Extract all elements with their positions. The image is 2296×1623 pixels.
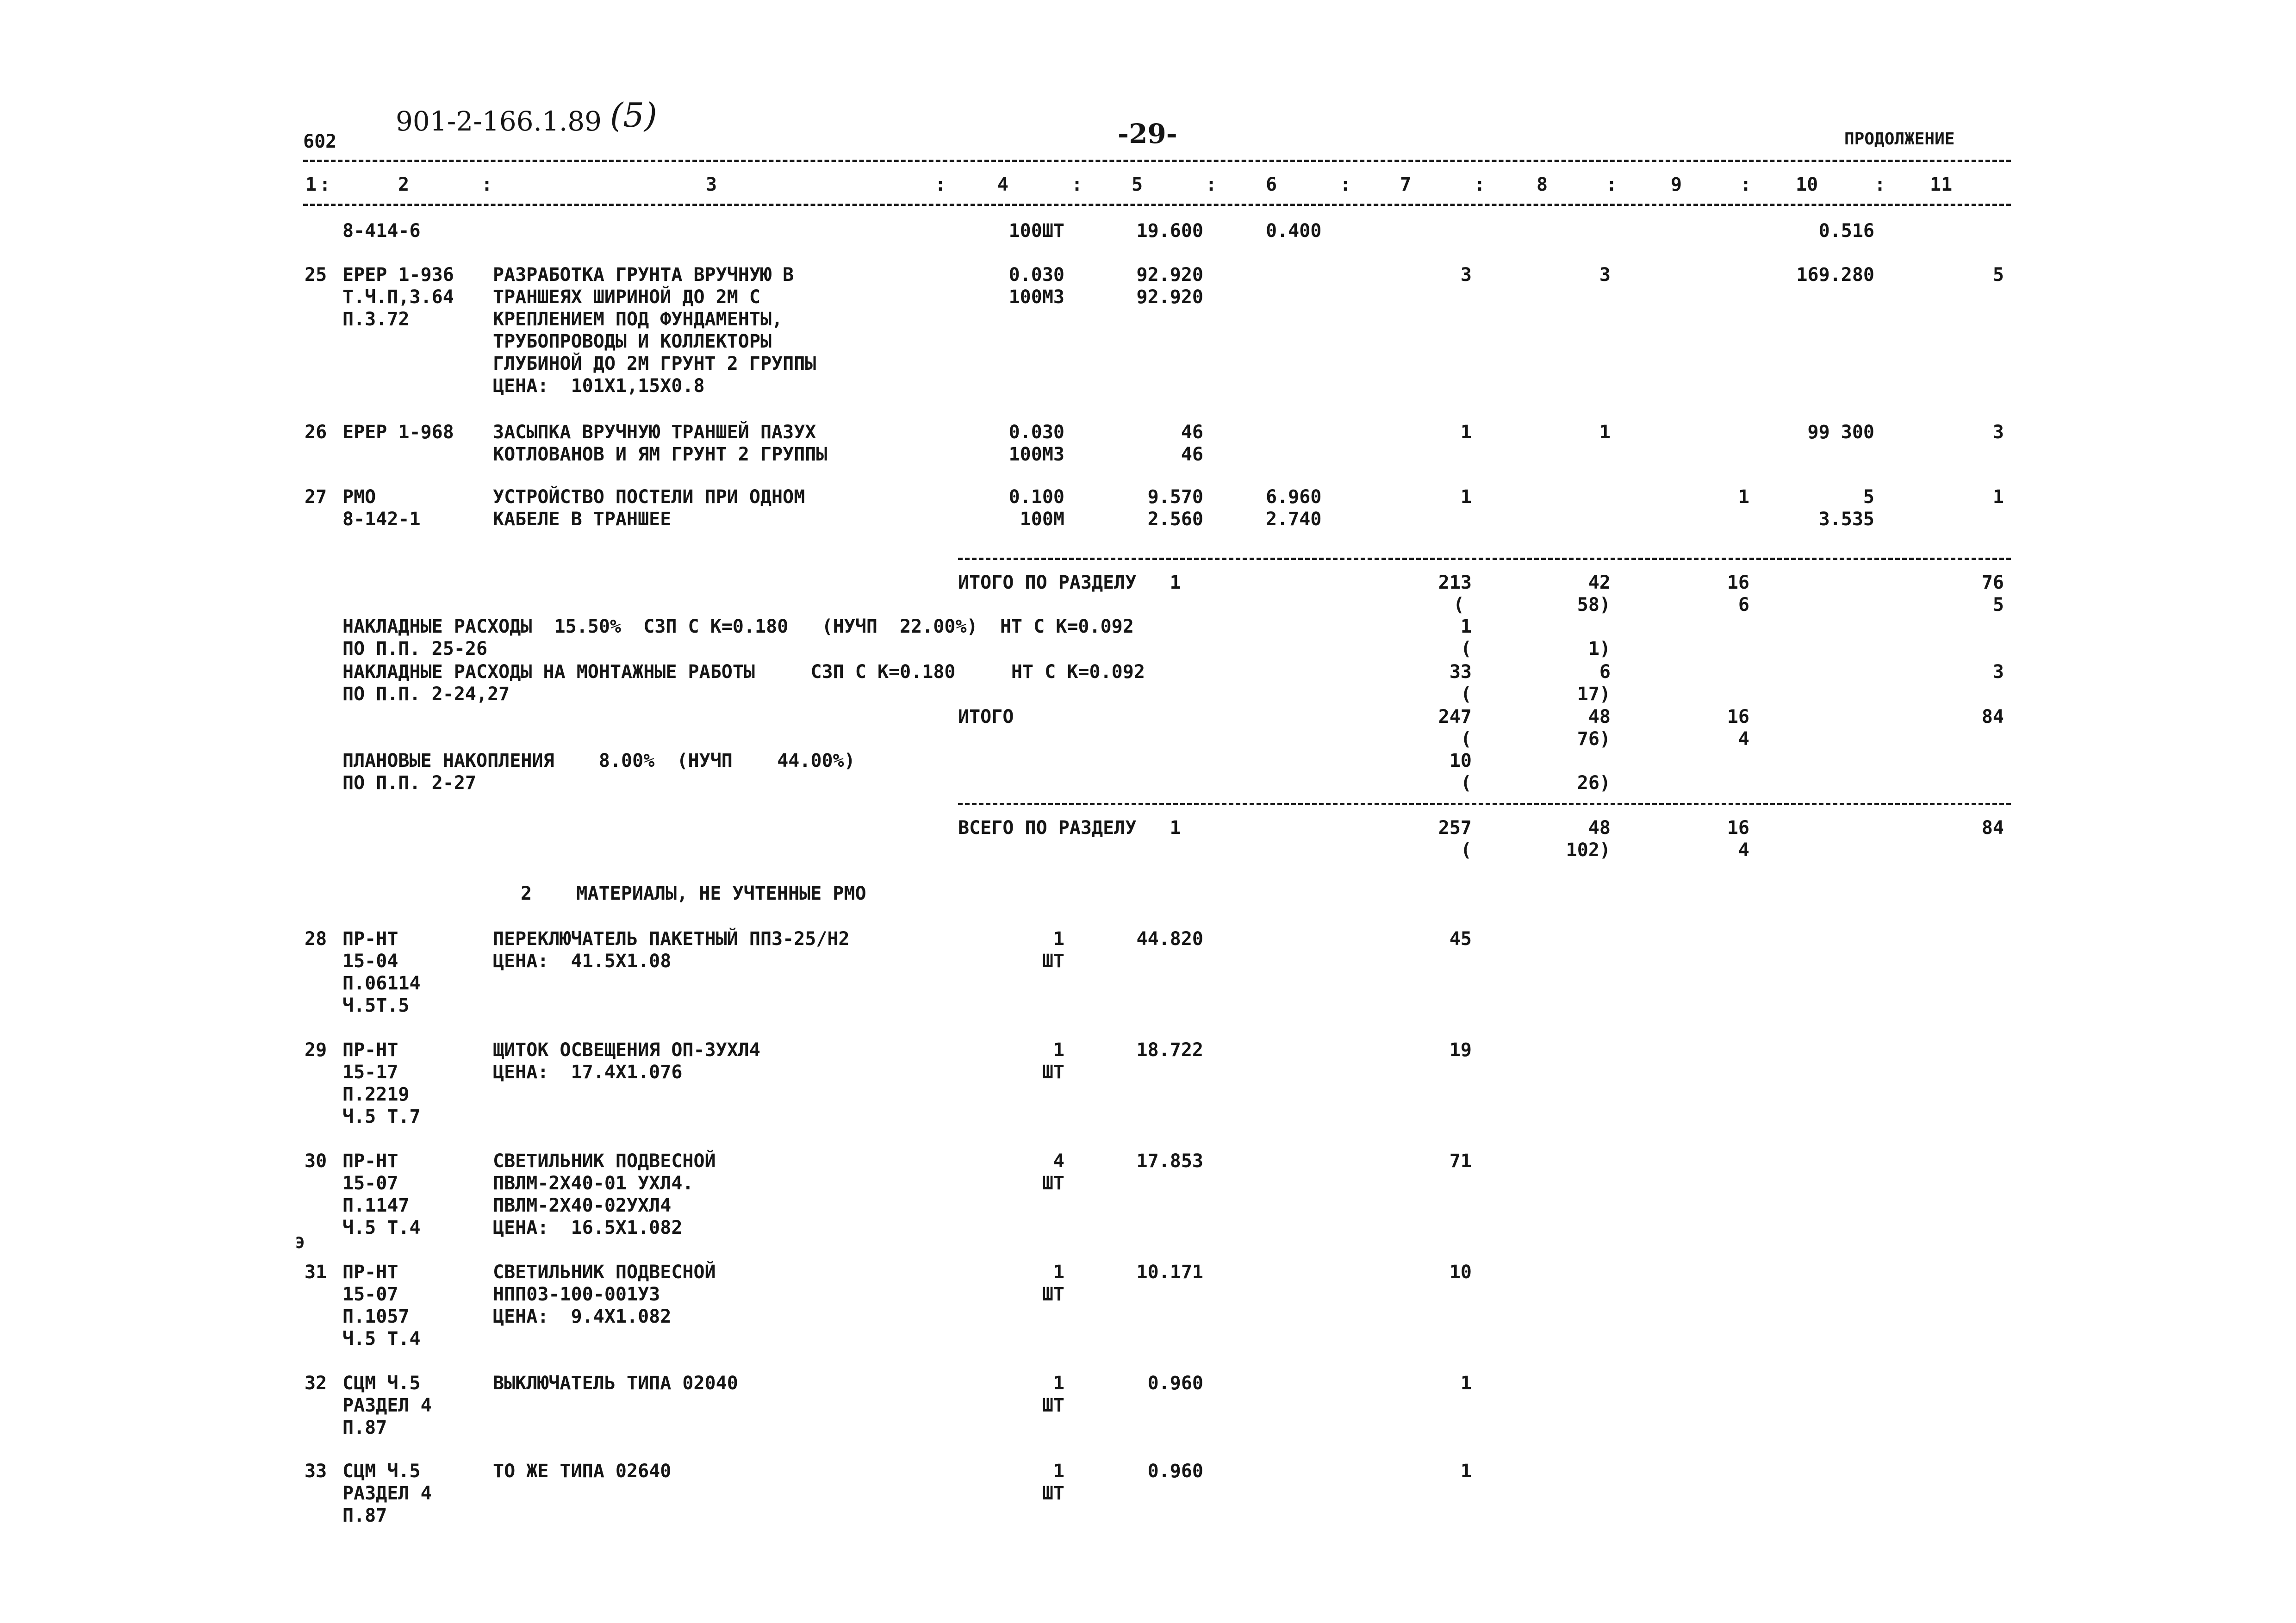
cell-quantity-unit: 1 ШТ: [1042, 928, 1064, 972]
header-rule-bottom: [303, 204, 2011, 206]
cell-description: ЗАСЫПКА ВРУЧНУЮ ТРАНШЕЙ ПАЗУХ КОТЛОВАНОВ И ЯМ ГРУНТ 2 ГРУППЫ: [493, 422, 828, 465]
margin-mark: Э: [295, 1234, 305, 1252]
subtotal-label: ИТОГО: [958, 706, 1014, 728]
column-separator: :: [1206, 174, 1217, 195]
continuation-label: ПРОДОЛЖЕНИЕ: [1844, 130, 1955, 149]
cell-col8: 42 58): [1577, 572, 1611, 616]
cell-col7: 247 (: [1438, 706, 1472, 750]
row-number: 26: [305, 422, 327, 443]
cell-col8: 48 102): [1566, 817, 1611, 861]
cell-code: СЦМ Ч.5 РАЗДЕЛ 4 П.87: [342, 1373, 432, 1438]
cell-col10: 169.280: [1796, 264, 1874, 286]
column-header: 5: [1132, 174, 1143, 195]
cell-col7: 33 (: [1449, 661, 1472, 705]
cell-price: 44.820: [1136, 928, 1203, 950]
cell-description: СВЕТИЛЬНИК ПОДВЕСНОЙ ПВЛМ-2Х40-01 УХЛ4. ПВЛМ-2Х40-02УХЛ4 ЦЕНА: 16.5Х1.082: [493, 1150, 716, 1238]
cell-quantity-unit: 0.100 100М: [1008, 486, 1064, 530]
grand-total-label: ВСЕГО ПО РАЗДЕЛУ 1: [958, 817, 1181, 839]
cell-quantity-unit: 0.030 100М3: [1008, 422, 1064, 465]
cell-quantity-unit: 4 ШТ: [1042, 1150, 1064, 1194]
cell-col11: 5: [1992, 264, 2004, 286]
cell-col11: 84: [1981, 706, 2004, 728]
row-number: 27: [305, 486, 327, 508]
cell-col7: 71: [1449, 1150, 1472, 1172]
cell-col7: 19: [1449, 1039, 1472, 1061]
column-header: 8: [1537, 174, 1548, 195]
row-number: 33: [305, 1461, 327, 1482]
cell-col7: 10 (: [1449, 750, 1472, 794]
cell-col9: 1: [1738, 486, 1749, 508]
cell-col7: 1: [1460, 486, 1472, 508]
cell-code: ПР-НТ 15-07 П.1147 Ч.5 Т.4: [342, 1150, 421, 1238]
cell-description: ПЕРЕКЛЮЧАТЕЛЬ ПАКЕТНЫЙ ПП3-25/Н2 ЦЕНА: 41.5Х1.08: [493, 928, 850, 972]
cell-quantity-unit: 1 ШТ: [1042, 1461, 1064, 1504]
total-label: ИТОГО ПО РАЗДЕЛУ 1: [958, 572, 1181, 593]
column-separator: :: [1340, 174, 1351, 195]
column-separator: :: [935, 174, 946, 195]
cell-code: ЕРЕР 1-968: [342, 422, 454, 443]
cell-col10: 99 300: [1807, 422, 1874, 443]
cell-code: 8-414-6: [342, 220, 421, 242]
cell-col6: 0.400: [1266, 220, 1322, 242]
cell-col7: 257 (: [1438, 817, 1472, 861]
cell-col8: 3: [1599, 264, 1611, 286]
cell-col8: 6 17): [1577, 661, 1611, 705]
cell-col10: 0.516: [1818, 220, 1874, 242]
cell-col7: 1: [1460, 422, 1472, 443]
cell-col10: 5 3.535: [1818, 486, 1874, 530]
header-rule-top: [303, 160, 2011, 162]
column-header: 7: [1400, 174, 1412, 195]
cell-col11: 1: [1992, 486, 2004, 508]
cell-description: РАЗРАБОТКА ГРУНТА ВРУЧНУЮ В ТРАНШЕЯХ ШИРИНОЙ ДО 2М С КРЕПЛЕНИЕМ ПОД ФУНДАМЕНТЫ, ТРУБОПРОВОДЫ И КОЛЛЕКТОРЫ ГЛУБИНОЙ ДО 2М ГРУНТ 2 ГРУППЫ ЦЕНА: 101Х1,15Х0.8: [493, 264, 816, 397]
cell-col7: 3: [1460, 264, 1472, 286]
section-title: 2 МАТЕРИАЛЫ, НЕ УЧТЕННЫЕ РМО: [521, 883, 866, 904]
row-number: 28: [305, 928, 327, 950]
cell-price: 0.960: [1147, 1373, 1203, 1394]
cell-col11: 3: [1992, 422, 2004, 443]
cell-price: 92.920 92.920: [1136, 264, 1203, 308]
column-separator: :: [1740, 174, 1752, 195]
row-number: 29: [305, 1039, 327, 1061]
cell-col7: 213: [1438, 572, 1472, 593]
cell-description: СВЕТИЛЬНИК ПОДВЕСНОЙ НПП03-100-001У3 ЦЕНА: 9.4Х1.082: [493, 1262, 716, 1327]
column-header: 2: [398, 174, 410, 195]
cell-col7: 10: [1449, 1262, 1472, 1283]
cell-code: ПР-НТ 15-07 П.1057 Ч.5 Т.4: [342, 1262, 421, 1349]
cell-col7-bracket: (: [1453, 594, 1465, 616]
cell-col11: 76 5: [1981, 572, 2004, 616]
cell-col6: 6.960 2.740: [1266, 486, 1322, 530]
cell-col7: 1: [1460, 1373, 1472, 1394]
column-separator: :: [1474, 174, 1486, 195]
cell-description: ТО ЖЕ ТИПА 02640: [493, 1461, 672, 1482]
cell-col8: 48 76): [1577, 706, 1611, 750]
cell-quantity-unit: 1 ШТ: [1042, 1262, 1064, 1305]
cell-price: 18.722: [1136, 1039, 1203, 1061]
cell-col8: 1: [1599, 422, 1611, 443]
row-number: 30: [305, 1150, 327, 1172]
cell-col11: 3: [1992, 661, 2004, 683]
cell-description: ЩИТОК ОСВЕЩЕНИЯ ОП-3УХЛ4 ЦЕНА: 17.4Х1.076: [493, 1039, 760, 1083]
column-separator: :: [1071, 174, 1083, 195]
cell-col7: 1 (: [1460, 616, 1472, 659]
cell-quantity-unit: 1 ШТ: [1042, 1373, 1064, 1416]
planned-text: ПЛАНОВЫЕ НАКОПЛЕНИЯ 8.00% (НУЧП 44.00%) ПО П.П. 2-27: [342, 750, 855, 794]
column-header: 10: [1796, 174, 1818, 195]
grand-total-rule: [958, 803, 2011, 805]
cell-price: 19.600: [1136, 220, 1203, 242]
row-number: 25: [305, 264, 327, 286]
cell-price: 46 46: [1181, 422, 1203, 465]
cell-col9: 16 4: [1727, 817, 1749, 861]
column-header: 6: [1266, 174, 1277, 195]
row-number: 31: [305, 1262, 327, 1283]
cell-col9: 16 4: [1727, 706, 1749, 750]
cell-code: ПР-НТ 15-04 П.06114 Ч.5Т.5: [342, 928, 421, 1016]
cell-price: 9.570 2.560: [1147, 486, 1203, 530]
cell-price: 17.853: [1136, 1150, 1203, 1172]
cell-description: УСТРОЙСТВО ПОСТЕЛИ ПРИ ОДНОМ КАБЕЛЕ В ТРАНШЕЕ: [493, 486, 805, 530]
cell-col7: 1: [1460, 1461, 1472, 1482]
column-header: 11: [1930, 174, 1953, 195]
sheet-number: 602: [303, 131, 337, 152]
column-header: 9: [1671, 174, 1682, 195]
cell-unit: 100ШТ: [1008, 220, 1064, 242]
page-number: -29-: [1118, 118, 1177, 149]
cell-quantity-unit: 1 ШТ: [1042, 1039, 1064, 1083]
column-header: 1: [305, 174, 317, 195]
document-code: 901-2-166.1.89: [396, 106, 602, 137]
totals-rule: [958, 558, 2011, 560]
column-separator: :: [1606, 174, 1618, 195]
row-number: 32: [305, 1373, 327, 1394]
overhead-text: НАКЛАДНЫЕ РАСХОДЫ НА МОНТАЖНЫЕ РАБОТЫ СЗП С К=0.180 НТ С К=0.092 ПО П.П. 2-24,27: [342, 661, 1145, 705]
column-separator: :: [481, 174, 493, 195]
cell-code: ЕРЕР 1-936 Т.Ч.П,3.64 П.3.72: [342, 264, 454, 330]
cell-col11: 84: [1981, 817, 2004, 839]
cell-col7: 45: [1449, 928, 1472, 950]
cell-code: СЦМ Ч.5 РАЗДЕЛ 4 П.87: [342, 1461, 432, 1526]
column-header: 3: [706, 174, 717, 195]
cell-price: 10.171: [1136, 1262, 1203, 1283]
document-code-suffix: (5): [610, 96, 657, 135]
column-separator: :: [1874, 174, 1886, 195]
cell-price: 0.960: [1147, 1461, 1203, 1482]
cell-col9: 16 6: [1727, 572, 1749, 616]
cell-col8: 1): [1588, 638, 1611, 659]
cell-quantity-unit: 0.030 100М3: [1008, 264, 1064, 308]
overhead-text: НАКЛАДНЫЕ РАСХОДЫ 15.50% СЗП С К=0.180 (НУЧП 22.00%) НТ С К=0.092 ПО П.П. 25-26: [342, 616, 1134, 659]
column-separator: :: [319, 174, 331, 195]
cell-code: ПР-НТ 15-17 П.2219 Ч.5 Т.7: [342, 1039, 421, 1127]
cell-col8: 26): [1577, 772, 1611, 794]
column-header: 4: [997, 174, 1009, 195]
cell-description: ВЫКЛЮЧАТЕЛЬ ТИПА 02040: [493, 1373, 738, 1394]
cell-code: РМО 8-142-1: [342, 486, 421, 530]
